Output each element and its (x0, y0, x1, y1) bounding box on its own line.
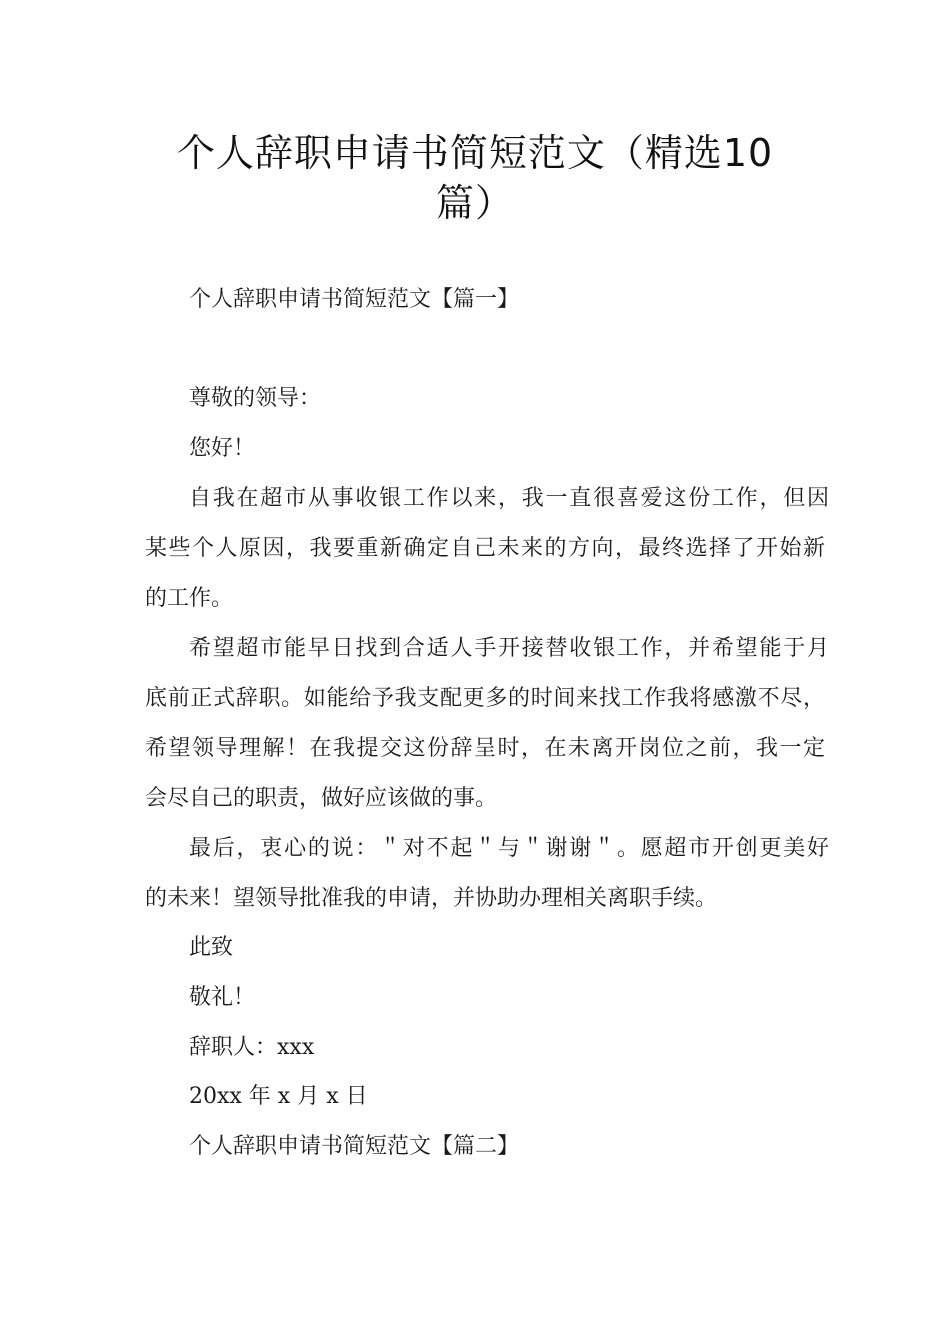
salutation: 尊敬的领导： (189, 386, 322, 411)
paragraph-2-line-3: 希望领导理解！在我提交这份辞呈时，在未离开岗位之前，我一定 (145, 736, 825, 761)
document-title-line-2: 篇） (435, 181, 514, 225)
paragraph-2-line-2: 底前正式辞职。如能给予我支配更多的时间来找工作我将感激不尽， (145, 686, 825, 711)
paragraph-1-line-1: 自我在超市从事收银工作以来，我一直很喜爱这份工作，但因 (189, 486, 829, 511)
date: 20xx 年 x 月 x 日 (189, 1084, 368, 1109)
paragraph-2-line-1: 希望超市能早日找到合适人手开接替收银工作，并希望能于月 (189, 636, 829, 661)
signer: 辞职人：xxx (189, 1035, 315, 1060)
greeting: 您好！ (189, 436, 256, 461)
paragraph-1-line-3: 的工作。 (145, 586, 234, 611)
paragraph-2-line-4: 会尽自己的职责，做好应该做的事。 (145, 786, 498, 811)
closing-line-2: 敬礼！ (189, 985, 256, 1010)
section-2-heading: 个人辞职申请书简短范文【篇二】 (189, 1134, 520, 1159)
paragraph-3-line-2: 的未来！望领导批准我的申请，并协助办理相关离职手续。 (145, 886, 718, 911)
document-title-line-1: 个人辞职申请书简短范文（精选10 (176, 131, 774, 175)
paragraph-3-line-1: 最后，衷心的说：＂对不起＂与＂谢谢＂。愿超市开创更美好 (189, 836, 829, 861)
section-1-heading: 个人辞职申请书简短范文【篇一】 (189, 287, 520, 312)
closing-line-1: 此致 (189, 935, 234, 960)
paragraph-1-line-2: 某些个人原因，我要重新确定自己未来的方向，最终选择了开始新 (145, 536, 825, 561)
